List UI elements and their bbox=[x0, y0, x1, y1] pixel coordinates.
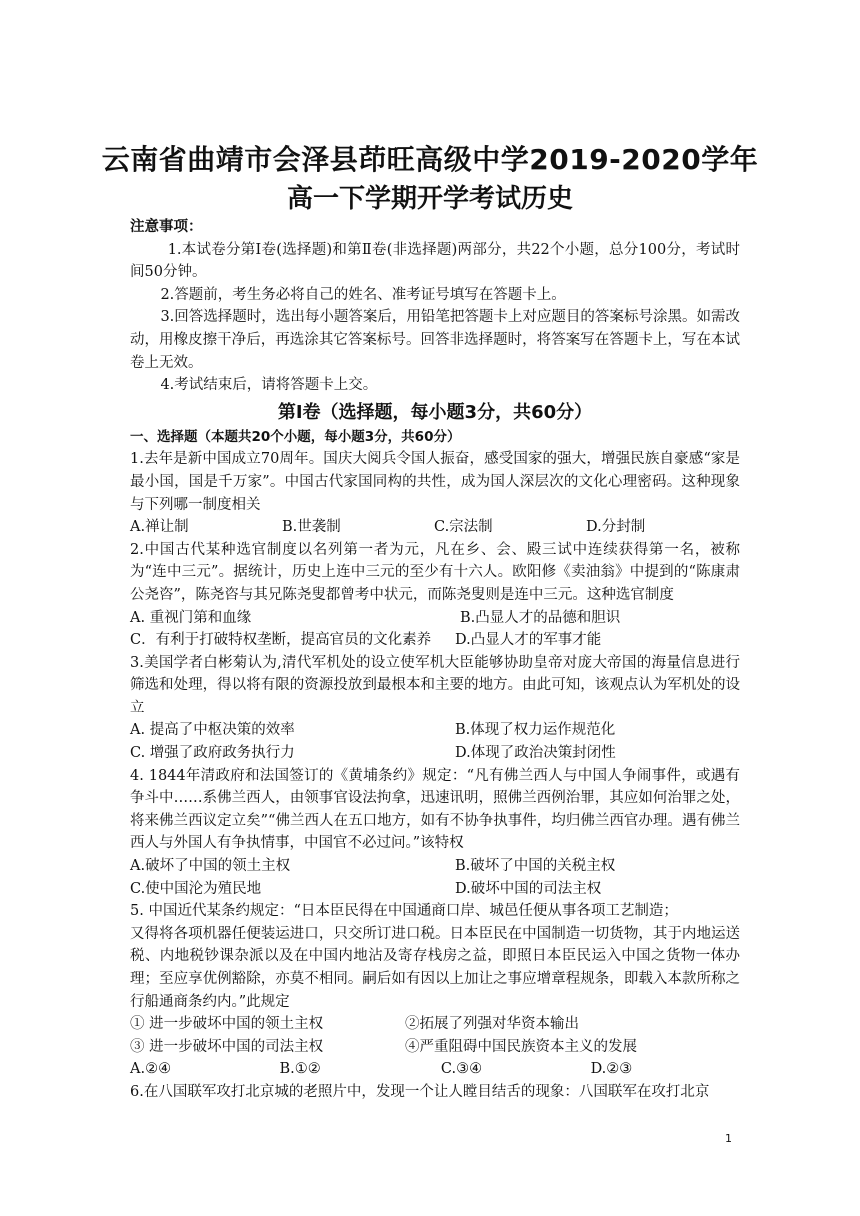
q2-option-b: B.凸显人才的品德和胆识 bbox=[460, 609, 621, 626]
part-1-title: 第Ⅰ卷（选择题，每小题3分，共60分） bbox=[277, 401, 593, 423]
notice-item-1: 1.本试卷分第Ⅰ卷(选择题)和第Ⅱ卷(非选择题)两部分，共22个小题，总分100分，考试时间50分钟。 bbox=[130, 241, 740, 281]
q5-option-b: B.①② bbox=[279, 1061, 321, 1078]
question-4-options-row-2 bbox=[130, 878, 740, 901]
question-2-options-row-1 bbox=[130, 607, 740, 630]
notice-item-4: 4.考试结束后，请将答题卡上交。 bbox=[160, 377, 378, 394]
q5-statement-1: ① 进一步破坏中国的领土主权 bbox=[130, 1016, 324, 1033]
q5-option-a: A.②④ bbox=[130, 1061, 172, 1078]
notice-item-3: 3.回答选择题时，选出每小题答案后，用铅笔把答题卡上对应题目的答案标号涂黑。如需改动，用橡皮擦干净后，再选涂其它答案标号。回答非选择题时，将答案写在答题卡上，写在本试卷上无效。 bbox=[130, 309, 740, 371]
question-5-statements-row-1 bbox=[130, 1013, 740, 1036]
q4-option-b: B.破坏了中国的关税主权 bbox=[455, 858, 616, 875]
question-1-options bbox=[130, 516, 740, 539]
q2-option-c: C．有利于打破特权垄断，提高官员的文化素养 bbox=[130, 632, 432, 649]
exam-body bbox=[130, 216, 740, 1104]
q5-option-c: C.③④ bbox=[440, 1061, 483, 1078]
question-5-stem-line-2: 又得将各项机器任便装运进口，只交所订进口税。日本臣民在中国制造一切货物，其于内地运送税、内地税钞课杂派以及在中国内地沾及寄存栈房之益，即照日本臣民运入中国之货物一体办理；至应享优例豁除，亦莫不相同。嗣后如有因以上加让之事应增章程规条，即载入本款所称之行船通商条约内。”此规定 bbox=[130, 925, 740, 1010]
page-number: 1 bbox=[725, 1132, 732, 1145]
notice-heading: 注意事项： bbox=[130, 219, 203, 235]
q1-option-b: B.世袭制 bbox=[282, 519, 341, 536]
question-3-options-row-1 bbox=[130, 719, 740, 742]
q2-option-d: D.凸显人才的军事才能 bbox=[455, 632, 602, 649]
question-1-stem: 1.去年是新中国成立70周年。国庆大阅兵令国人振奋，感受国家的强大，增强民族自豪感“家是最小国，国是千万家”。中国古代家国同构的共性，成为国人深层次的文化心理密码。这种现象与下列哪一制度相关 bbox=[130, 451, 740, 513]
question-2-options-row-2 bbox=[130, 629, 740, 652]
section-1-title: 一、选择题（本题共20个小题，每小题3分，共60分） bbox=[130, 428, 461, 445]
q4-option-c: C.使中国沦为殖民地 bbox=[130, 880, 262, 897]
question-4-options-row-1 bbox=[130, 855, 740, 878]
q4-option-d: D.破坏中国的司法主权 bbox=[455, 880, 602, 897]
question-2-stem: 2.中国古代某种选官制度以名列第一者为元，凡在乡、会、殿三试中连续获得第一名，被称为“连中三元”。据统计，历史上连中三元的至少有十六人。欧阳修《卖油翁》中提到的“陈康肃公尧咨”，陈尧咨与其兄陈尧叟都曾考中状元，而陈尧叟则是连中三元。这种选官制度 bbox=[130, 541, 740, 603]
question-5-statements-row-2 bbox=[130, 1036, 740, 1059]
title-line-2: 高一下学期开学考试历史 bbox=[286, 184, 573, 214]
question-3-options-row-2 bbox=[130, 742, 740, 765]
q3-option-b: B.体现了权力运作规范化 bbox=[455, 722, 616, 739]
notice-item-2: 2.答题前，考生务必将自己的姓名、准考证号填写在答题卡上。 bbox=[160, 286, 566, 303]
q1-option-d: D.分封制 bbox=[586, 519, 646, 536]
q5-option-d: D.②③ bbox=[590, 1061, 633, 1078]
q5-statement-3: ③ 进一步破坏中国的司法主权 bbox=[130, 1038, 324, 1055]
q5-statement-2: ②拓展了列强对华资本输出 bbox=[405, 1016, 579, 1033]
q1-option-a: A.禅让制 bbox=[130, 519, 189, 536]
question-6-stem: 6.在八国联军攻打北京城的老照片中，发现一个让人瞠目结舌的现象：八国联军在攻打北京 bbox=[130, 1083, 710, 1100]
question-4-stem: 4. 1844年清政府和法国签订的《黄埔条约》规定：“凡有佛兰西人与中国人争闹事件，或遇有争斗中……系佛兰西人，由领事官设法拘拿，迅速讯明，照佛兰西例治罪，其应如何治罪之处，将来佛兰西议定立矣”“佛兰西人在五口地方，如有不协争执事件，均归佛兰西官办理。遇有佛兰西人与外国人有争执情事，中国官不必过问。”该特权 bbox=[130, 767, 740, 852]
q5-statement-4: ④严重阻碍中国民族资本主义的发展 bbox=[405, 1038, 637, 1055]
q3-option-a: A. 提高了中枢决策的效率 bbox=[130, 722, 295, 739]
question-5-options bbox=[130, 1058, 740, 1081]
q1-option-c: C.宗法制 bbox=[434, 519, 493, 536]
q2-option-a: A. 重视门第和血缘 bbox=[130, 609, 252, 626]
title-line-1: 云南省曲靖市会泽县茚旺高级中学2019-2020学年 bbox=[101, 143, 759, 176]
question-3-stem: 3.美国学者白彬菊认为,清代军机处的设立使军机大臣能够协助皇帝对庞大帝国的海量信息进行筛选和处理，得以将有限的资源投放到最根本和主要的地方。由此可知，该观点认为军机处的设立 bbox=[130, 654, 740, 716]
q3-option-c: C. 增强了政府政务执行力 bbox=[130, 745, 295, 762]
question-5-stem-line-1: 5. 中国近代某条约规定：“日本臣民得在中国通商口岸、城邑任便从事各项工艺制造； bbox=[130, 903, 678, 920]
q3-option-d: D.体现了政治决策封闭性 bbox=[455, 745, 616, 762]
q4-option-a: A.破坏了中国的领土主权 bbox=[130, 858, 291, 875]
